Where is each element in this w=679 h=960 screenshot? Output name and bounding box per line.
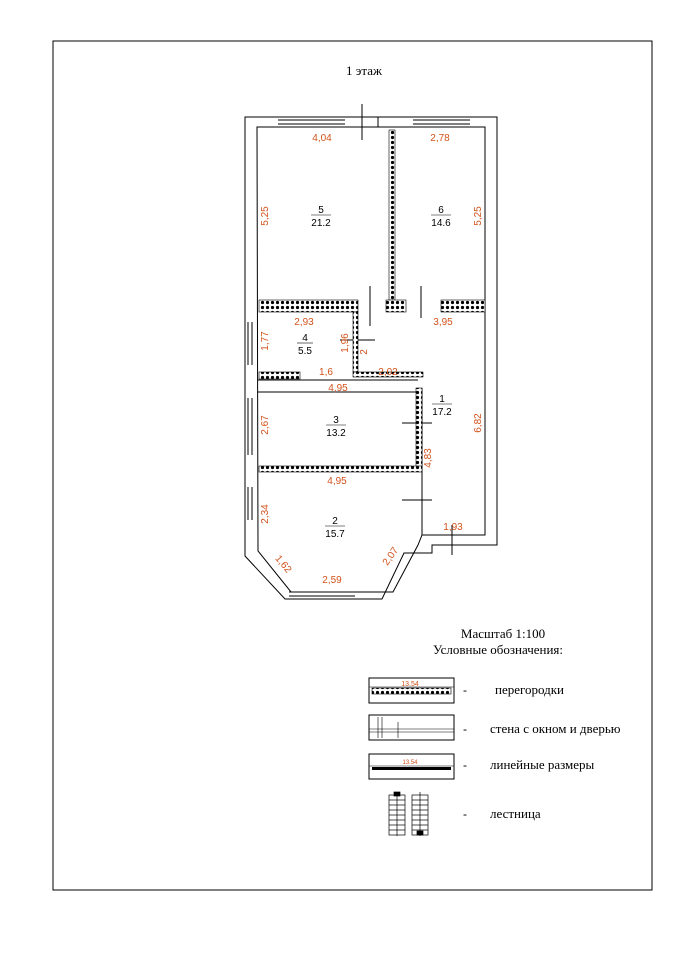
room-number: 5 <box>318 205 324 216</box>
legend-label: линейные размеры <box>490 757 595 772</box>
dimension-label: 2,93 <box>294 317 314 328</box>
dimension-label: 1,6 <box>319 367 333 378</box>
legend-title: Условные обозначения: <box>432 642 564 657</box>
legend-dash: - <box>463 807 467 821</box>
dimension-label: 1,96 <box>340 333 351 353</box>
room-number: 3 <box>333 415 339 426</box>
legend-label: лестница <box>490 806 541 821</box>
partition-4-3 <box>259 372 300 379</box>
dimension-label: 5,25 <box>473 206 484 226</box>
scale-label: Масштаб 1:100 <box>460 626 546 641</box>
dimension-label: 4,04 <box>312 133 332 144</box>
dimension-labels <box>260 133 484 586</box>
partition-3-2 <box>259 466 422 472</box>
legend-dash: - <box>463 722 467 736</box>
dimension-label: 4,83 <box>423 448 434 468</box>
dimension-label: 2,07 <box>380 545 402 568</box>
dimension-label: 4,95 <box>327 476 347 487</box>
room-area: 15.7 <box>325 529 345 540</box>
floor-title: 1 этаж <box>346 63 382 78</box>
partition-top-right <box>441 300 485 312</box>
legend-sample-label: 13.54 <box>402 760 418 766</box>
dimension-label: 5,25 <box>260 206 271 226</box>
dimension-label: 1,62 <box>272 553 294 576</box>
legend-dash: - <box>463 683 467 697</box>
legend-sample-label: 13.54 <box>401 681 419 688</box>
dimension-label: 4,95 <box>328 383 348 394</box>
dimension-label: 2,78 <box>430 133 450 144</box>
legend-item-stairs <box>389 792 541 836</box>
stairs-icon <box>389 792 428 836</box>
room-number: 2 <box>332 516 338 527</box>
room-area: 13.2 <box>326 428 346 439</box>
dimension-label: 1,77 <box>260 331 271 351</box>
room-area: 14.6 <box>431 218 451 229</box>
partition-top-left <box>259 300 358 312</box>
room-area: 5.5 <box>298 346 312 357</box>
partitions <box>259 130 485 472</box>
partition-5-6 <box>389 130 395 300</box>
room-area: 21.2 <box>311 218 331 229</box>
legend-item-dimensions <box>369 754 595 779</box>
dimension-label: 1,93 <box>443 522 463 533</box>
partition-top-mid <box>386 300 406 312</box>
partition-3-1 <box>416 388 422 468</box>
dimension-label: 2,34 <box>260 504 271 524</box>
dimension-label: 6,82 <box>473 413 484 433</box>
dimension-label: 2,59 <box>322 575 342 586</box>
dimension-label: 3,95 <box>433 317 453 328</box>
room-area: 17.2 <box>432 407 452 418</box>
legend-label: стена с окном и дверью <box>490 721 621 736</box>
dimension-label: 2,02 <box>378 367 398 378</box>
legend-dash: - <box>463 758 467 772</box>
dimension-label: 2 <box>359 349 370 355</box>
legend-label: перегородки <box>495 682 565 697</box>
room-number: 4 <box>302 333 308 344</box>
partition-4-corridor <box>353 312 358 372</box>
window-icon <box>248 120 470 596</box>
legend <box>369 678 621 836</box>
room-number: 1 <box>439 394 445 405</box>
legend-item-wall <box>369 715 621 740</box>
legend-item-partitions <box>369 678 564 703</box>
dimension-label: 2,67 <box>260 415 271 435</box>
room-number: 6 <box>438 205 444 216</box>
